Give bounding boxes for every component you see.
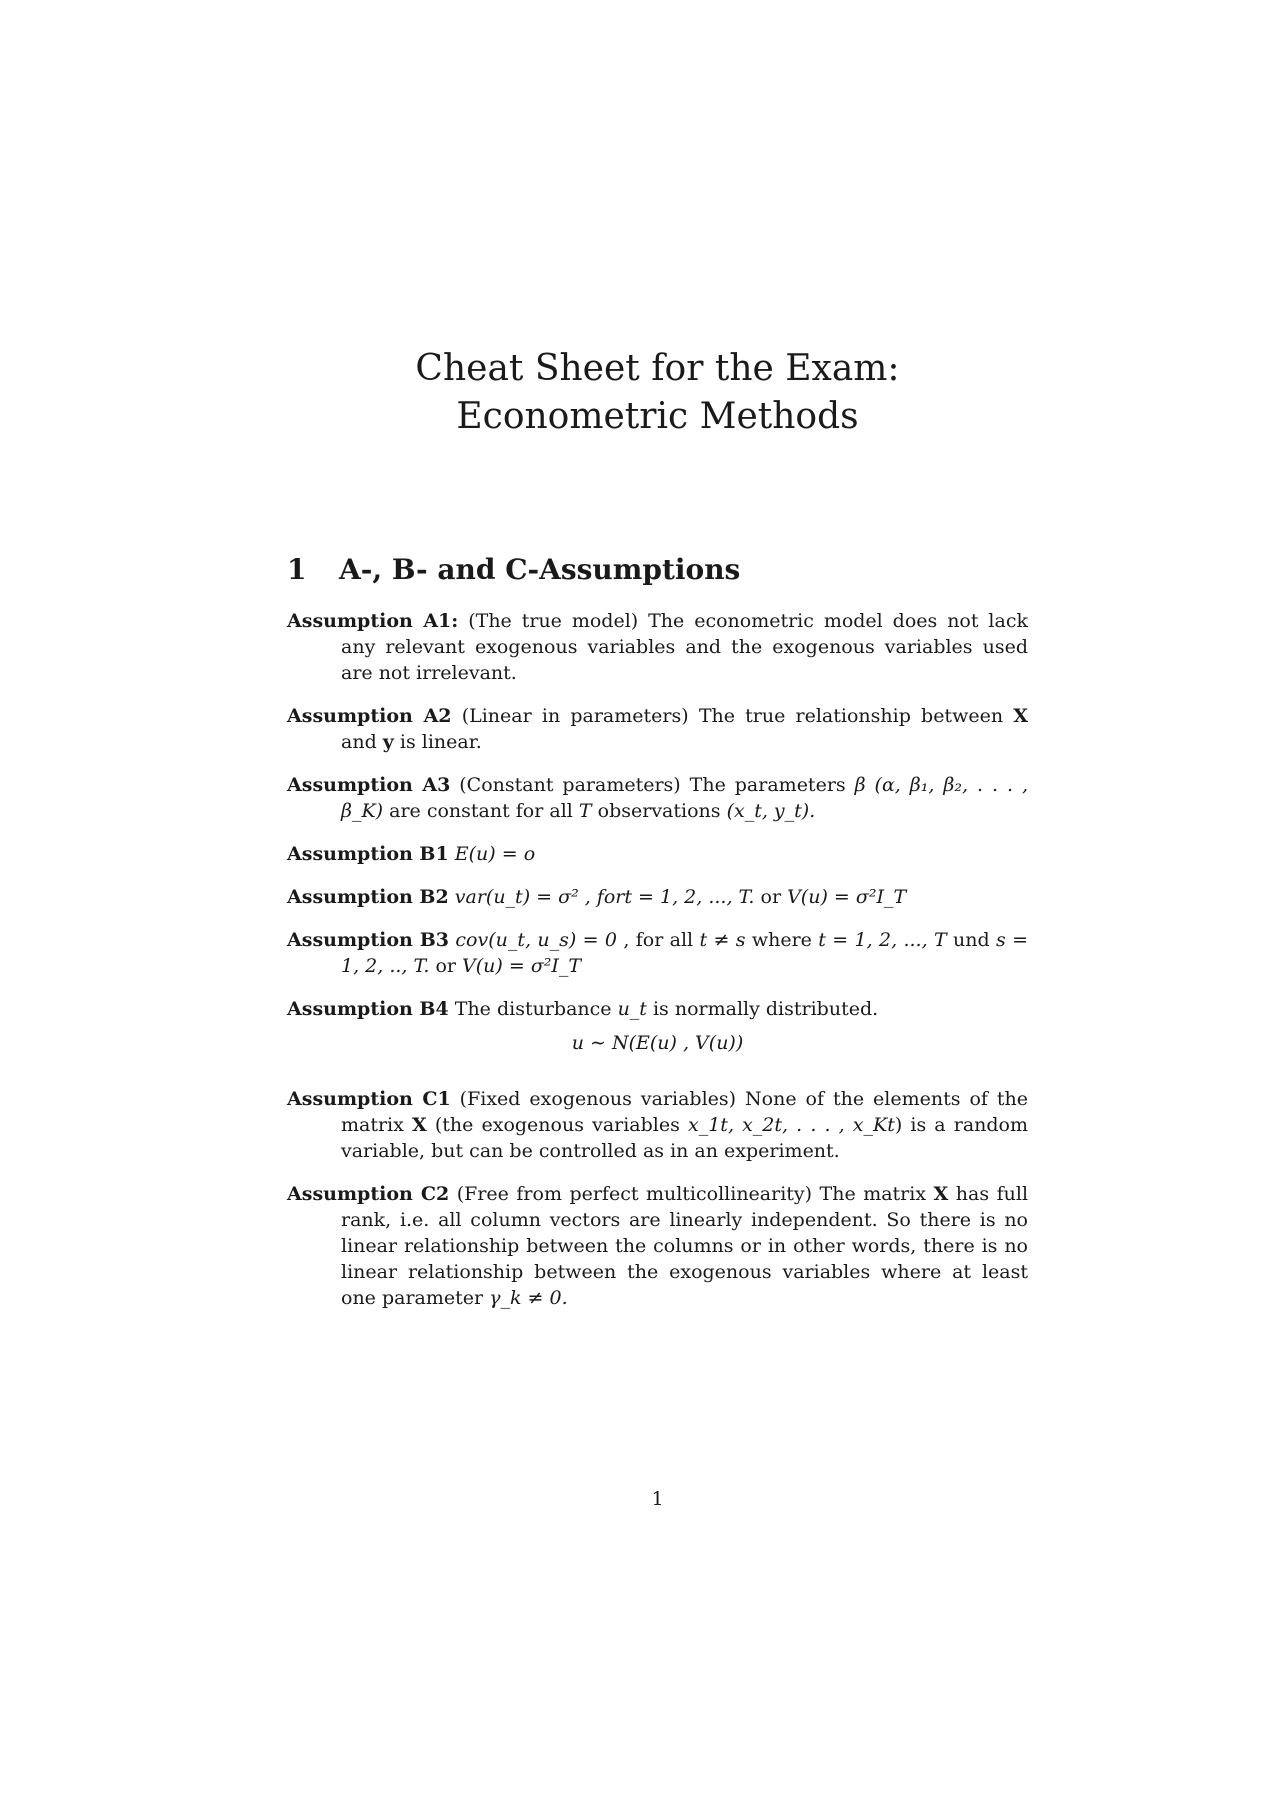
assumption-label: Assumption B4 (287, 998, 449, 1020)
assumptions-list (287, 608, 1028, 1328)
assumption-label: Assumption A3 (287, 774, 451, 796)
math-expression: u_t (617, 998, 647, 1020)
assumption-text: and (341, 731, 377, 753)
assumption-b2 (287, 884, 1028, 910)
assumption-text: (the exogenous variables (434, 1114, 680, 1136)
display-equation: u ∼ N(E(u) , V(u)) (571, 1032, 744, 1054)
assumption-text: (The true model) The econometric model does not lack any relevant exogenous variables and the exogenous variables used are not irrelevant. (341, 610, 1028, 684)
math-expression: t = 1, 2, ..., T (818, 929, 947, 951)
assumption-a2 (287, 703, 1028, 755)
assumption-text: The disturbance (454, 998, 612, 1020)
assumption-b3 (287, 927, 1028, 979)
title-line-2: Econometric Methods (456, 396, 859, 437)
assumption-text: or (760, 886, 782, 908)
assumption-label: Assumption B2 (287, 886, 449, 908)
assumption-b4 (287, 996, 1028, 1022)
title-line-1: Cheat Sheet for the Exam: (415, 348, 900, 389)
assumption-label: Assumption C2 (287, 1183, 450, 1205)
assumption-label: Assumption C1 (287, 1088, 451, 1110)
assumption-text: is normally distributed. (652, 998, 879, 1020)
assumption-label: Assumption B1 (287, 843, 449, 865)
assumption-text: (Constant parameters) The parameters (459, 774, 846, 796)
math-expression: E(u) = o (454, 843, 536, 865)
math-expression: V(u) = σ²I_T (462, 955, 582, 977)
assumption-text: where (751, 929, 812, 951)
math-expression: T (578, 800, 592, 822)
matrix-symbol: X (1013, 705, 1028, 727)
assumption-text: or (435, 955, 456, 977)
assumption-text: are constant for all (389, 800, 573, 822)
math-expression: s = 1, 2, .., T. (341, 929, 1029, 977)
assumption-text: (Free from perfect multicollinearity) The matrix (456, 1183, 927, 1205)
section-number: 1 (287, 553, 307, 586)
assumption-a3 (287, 772, 1028, 824)
section-heading (287, 550, 1087, 590)
page-number: 1 (651, 1488, 664, 1510)
math-expression: var(u_t) = σ² , fort = 1, 2, ..., T. (454, 886, 755, 908)
assumption-text: is linear. (399, 731, 482, 753)
assumption-text: , for all (623, 929, 694, 951)
math-expression: (x_t, y_t). (726, 800, 816, 822)
assumption-c2 (287, 1181, 1028, 1311)
matrix-symbol: X (411, 1114, 427, 1136)
assumption-text: observations (597, 800, 721, 822)
normal-distribution-equation (287, 1030, 1028, 1056)
math-expression: x_1t, x_2t, . . . , x_Kt (688, 1114, 895, 1136)
assumption-text: (Linear in parameters) The true relationship between (461, 705, 1004, 727)
assumption-label: Assumption A1: (287, 610, 459, 632)
document-title (0, 345, 1280, 441)
assumption-text: ) is a random variable, but can be controlled as in an experiment. (341, 1114, 1029, 1162)
math-expression: V(u) = σ²I_T (787, 886, 907, 908)
math-expression: t ≠ s (699, 929, 746, 951)
matrix-symbol: X (933, 1183, 949, 1205)
section-title: A-, B- and C-Assumptions (339, 553, 741, 586)
assumption-b1 (287, 841, 1028, 867)
assumption-a1 (287, 608, 1028, 686)
math-expression: β (α, β₁, β₂, . . . , β_K) (341, 774, 1028, 822)
assumption-label: Assumption A2 (287, 705, 452, 727)
vector-symbol: y (382, 731, 394, 753)
assumption-c1 (287, 1086, 1028, 1164)
math-expression: γ_k ≠ 0. (489, 1287, 568, 1309)
assumption-text: has full rank, i.e. all column vectors are linearly independent. So there is no linear relationship between the columns or in other words, there is no linear relationship between the exogenous variables where at least one parameter (341, 1183, 1029, 1309)
assumption-text: und (953, 929, 990, 951)
math-expression: cov(u_t, u_s) = 0 (455, 929, 617, 951)
assumption-text: (Fixed exogenous variables) None of the elements of the matrix (341, 1088, 1028, 1136)
assumption-label: Assumption B3 (287, 929, 450, 951)
